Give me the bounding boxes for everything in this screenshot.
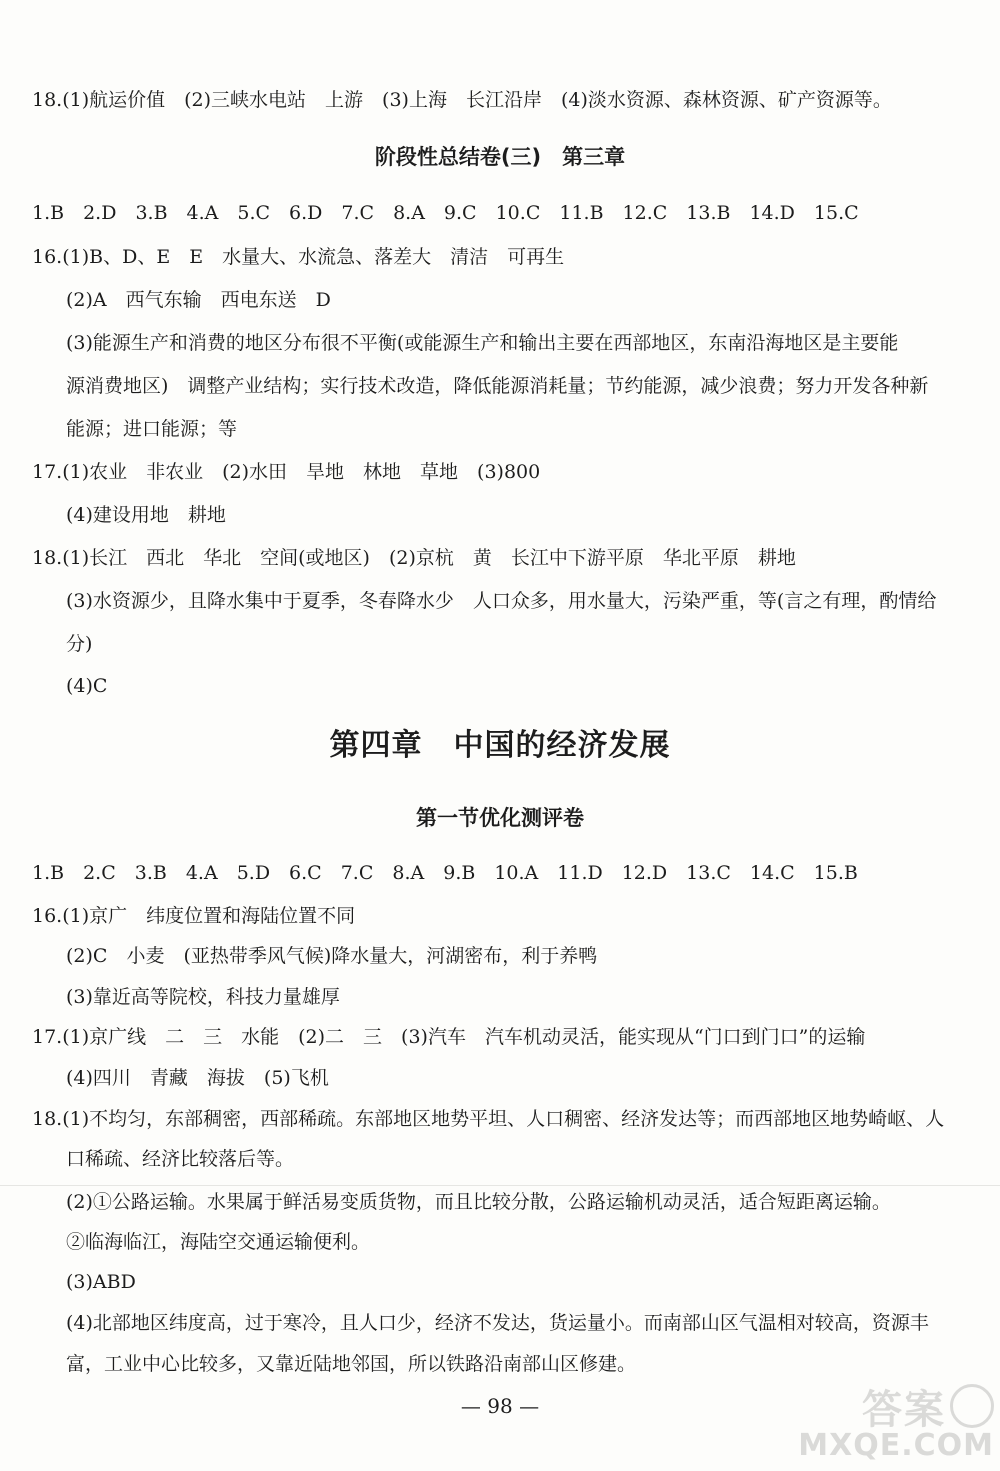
answer-line: (4)建设用地 耕地 bbox=[66, 504, 226, 526]
answer-line: 16.(1)B、D、E E 水量大、水流急、落差大 清洁 可再生 bbox=[32, 246, 565, 268]
answer-line: (3)ABD bbox=[66, 1271, 136, 1293]
section-title: 阶段性总结卷(三) 第三章 bbox=[374, 145, 626, 169]
answer-line: 源消费地区) 调整产业结构；实行技术改造，降低能源消耗量；节约能源，减少浪费；努力开发各种新 bbox=[66, 375, 929, 397]
answer-line: (3)能源生产和消费的地区分布很不平衡(或能源生产和输出主要在西部地区，东南沿海地区是主要能 bbox=[66, 332, 899, 354]
answer-line: 富，工业中心比较多，又靠近陆地邻国，所以铁路沿南部山区修建。 bbox=[66, 1353, 637, 1375]
answer-line: 18.(1)航运价值 (2)三峡水电站 上游 (3)上海 长江沿岸 (4)淡水资源、森林资源、矿产资源等。 bbox=[32, 89, 892, 111]
answer-line: 17.(1)农业 非农业 (2)水田 旱地 林地 草地 (3)800 bbox=[32, 461, 541, 483]
answer-line: 1.B 2.D 3.B 4.A 5.C 6.D 7.C 8.A 9.C 10.C 11.B 12.C 13.B 14.D 15.C bbox=[32, 202, 859, 224]
answer-line: 18.(1)长江 西北 华北 空间(或地区) (2)京杭 黄 长江中下游平原 华北平原 耕地 bbox=[32, 547, 796, 569]
section-title: 第一节优化测评卷 bbox=[416, 806, 584, 830]
answer-line: 1.B 2.C 3.B 4.A 5.D 6.C 7.C 8.A 9.B 10.A 11.D 12.D 13.C 14.C 15.B bbox=[32, 862, 858, 884]
watermark-logo bbox=[758, 1382, 994, 1466]
answer-line: 18.(1)不均匀，东部稠密，西部稀疏。东部地区地势平坦、人口稠密、经济发达等；而西部地区地势崎岖、人 bbox=[32, 1108, 945, 1130]
scan-fold-line bbox=[0, 1185, 1000, 1186]
answer-line: (3)靠近高等院校，科技力量雄厚 bbox=[66, 986, 340, 1008]
answer-line: (4)C bbox=[66, 675, 108, 697]
answer-line: (4)北部地区纬度高，过于寒冷，且人口少，经济不发达，货运量小。而南部山区气温相对较高，资源丰 bbox=[66, 1312, 929, 1334]
answer-line: (2)①公路运输。水果属于鲜活易变质货物，而且比较分散，公路运输机动灵活，适合短距离运输。 bbox=[66, 1191, 891, 1213]
watermark-text: 答案 bbox=[862, 1386, 946, 1433]
page-number: — 98 — bbox=[460, 1394, 540, 1418]
answer-line: (2)A 西气东输 西电东送 D bbox=[66, 289, 331, 311]
answer-line: (3)水资源少，且降水集中于夏季，冬春降水少 人口众多，用水量大，污染严重，等(言之有理，酌情给 bbox=[66, 590, 937, 612]
chapter-title: 第四章 中国的经济发展 bbox=[329, 728, 671, 763]
watermark-badge-icon bbox=[950, 1384, 994, 1428]
watermark-url: MXQE.COM bbox=[798, 1428, 994, 1463]
answer-line: ②临海临江，海陆空交通运输便利。 bbox=[66, 1231, 371, 1253]
answer-line: 口稀疏、经济比较落后等。 bbox=[66, 1148, 295, 1170]
answer-line: (2)C 小麦 (亚热带季风气候)降水量大，河湖密布，利于养鸭 bbox=[66, 945, 598, 967]
answer-line: (4)四川 青藏 海拔 (5)飞机 bbox=[66, 1067, 329, 1089]
answer-line: 16.(1)京广 纬度位置和海陆位置不同 bbox=[32, 905, 356, 927]
answer-line: 17.(1)京广线 二 三 水能 (2)二 三 (3)汽车 汽车机动灵活，能实现从“门口到门口”的运输 bbox=[32, 1026, 866, 1048]
answer-line: 能源；进口能源；等 bbox=[66, 418, 238, 440]
answer-line: 分) bbox=[66, 633, 93, 655]
